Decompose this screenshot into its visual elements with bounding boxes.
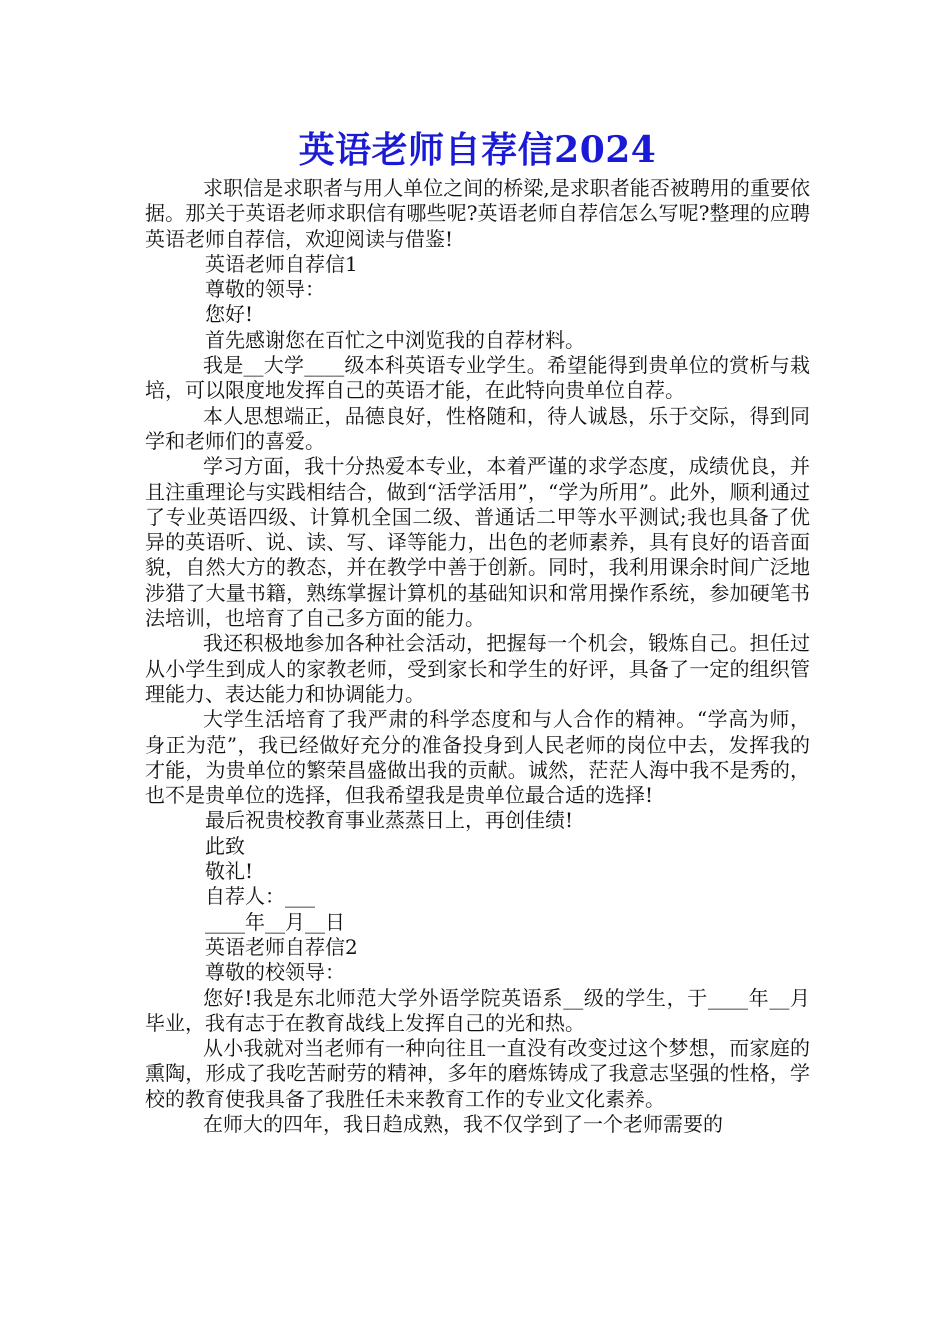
paragraph: 自荐人：___	[205, 884, 315, 909]
paragraph: 尊敬的领导：	[205, 277, 325, 302]
paragraph: 我还积极地参加各种社会活动，把握每一个机会，锻炼自己。担任过从小学生到成人的家教老师，受到家长和学生的好评，具备了一定的组织管理能力、表达能力和协调能力。	[145, 631, 810, 706]
paragraph: 您好!我是东北师范大学外语学院英语系__级的学生，于____年__月毕业，我有志于在教育战线上发挥自己的光和热。	[145, 985, 810, 1035]
paragraph: 求职信是求职者与用人单位之间的桥梁,是求职者能否被聘用的重要依据。那关于英语老师求职信有哪些呢?英语老师自荐信怎么写呢?整理的应聘英语老师自荐信，欢迎阅读与借鉴!	[145, 176, 810, 251]
paragraph: 英语老师自荐信2	[205, 934, 358, 959]
paragraph: 英语老师自荐信1	[205, 251, 358, 276]
paragraph: 敬礼!	[205, 859, 254, 884]
document-page	[145, 124, 810, 1137]
paragraph: 从小我就对当老师有一种向往且一直没有改变过这个梦想，而家庭的熏陶，形成了我吃苦耐劳的精神，多年的磨炼铸成了我意志坚强的性格，学校的教育使我具备了我胜任未来教育工作的专业文化素养。	[145, 1036, 810, 1111]
document-body	[145, 176, 810, 1137]
paragraph: 学习方面，我十分热爱本专业，本着严谨的求学态度，成绩优良，并且注重理论与实践相结合，做到“活学活用”，“学为所用”。此外，顺利通过了专业英语四级、计算机全国二级、普通话二甲等水平测试;我也具备了优异的英语听、说、读、写、译等能力，出色的老师素养，具有良好的语音面貌，自然大方的教态，并在教学中善于创新。同时，我利用课余时间广泛地涉猎了大量书籍，熟练掌握计算机的基础知识和常用操作系统，参加硬笔书法培训，也培育了自己多方面的能力。	[145, 454, 810, 631]
paragraph: 大学生活培育了我严肃的科学态度和与人合作的精神。“学高为师，身正为范”，我已经做好充分的准备投身到人民老师的岗位中去，发挥我的才能，为贵单位的繁荣昌盛做出我的贡献。诚然，茫茫人海中我不是秀的，也不是贵单位的选择，但我希望我是贵单位最合适的选择!	[145, 707, 810, 808]
paragraph: ____年__月__日	[205, 909, 345, 934]
paragraph: 本人思想端正，品德良好，性格随和，待人诚恳，乐于交际，得到同学和老师们的喜爱。	[145, 403, 810, 453]
paragraph: 尊敬的校领导：	[205, 960, 345, 985]
paragraph: 在师大的四年，我日趋成熟，我不仅学到了一个老师需要的	[203, 1111, 723, 1136]
paragraph: 您好!	[205, 302, 254, 327]
paragraph: 我是__大学____级本科英语专业学生。希望能得到贵单位的赏析与栽培，可以限度地发挥自己的英语才能，在此特向贵单位自荐。	[145, 353, 810, 403]
paragraph: 最后祝贵校教育事业蒸蒸日上，再创佳绩!	[205, 808, 574, 833]
document-title: 英语老师自荐信2024	[298, 129, 657, 171]
paragraph: 此致	[205, 833, 245, 858]
paragraph: 首先感谢您在百忙之中浏览我的自荐材料。	[205, 327, 585, 352]
